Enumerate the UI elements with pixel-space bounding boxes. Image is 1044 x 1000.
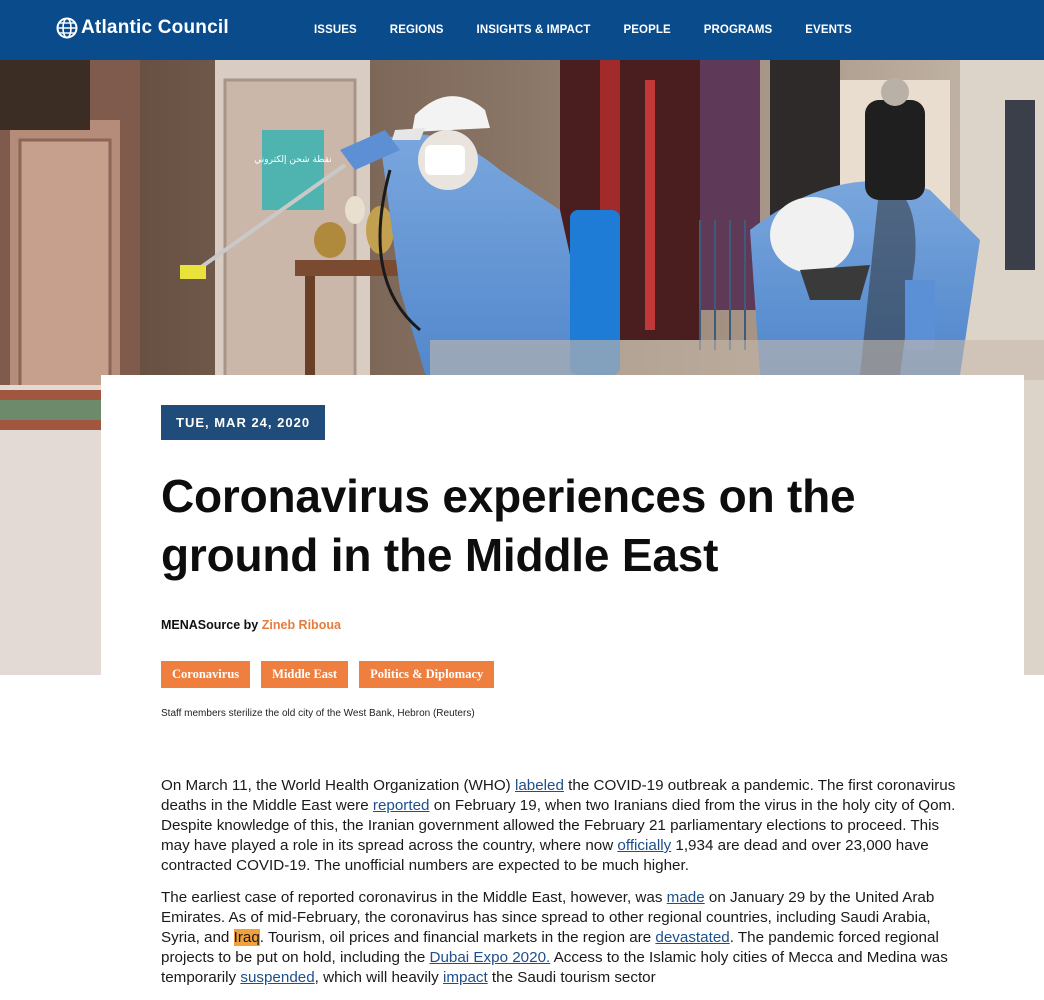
tag-coronavirus[interactable]: Coronavirus (161, 661, 250, 688)
tag-list (161, 661, 505, 688)
byline-author[interactable]: Zineb Riboua (261, 618, 341, 632)
top-navigation-bar (0, 0, 1044, 60)
article-paragraph-2 (161, 888, 966, 988)
paragraph-text: on January 29 by the United Arab Emirates. As of mid-February, the coronavirus has since spread to other regional countries, including Saudi Arabia, Syria, and (161, 889, 935, 946)
paragraph-text: . The pandemic forced regional projects to be put on hold, including the (161, 929, 939, 966)
paragraph-text: The earliest case of reported coronavirus in the Middle East, however, was (161, 889, 667, 906)
tag-politics-diplomacy[interactable]: Politics & Diplomacy (359, 661, 494, 688)
nav-item-issues[interactable]: ISSUES (314, 24, 357, 36)
nav-item-people[interactable]: PEOPLE (623, 24, 671, 36)
hero-sign-text: نقطة شحن إلكتروني (254, 155, 332, 165)
logo-text: Atlantic Council (81, 17, 229, 38)
link-devastated[interactable]: devastated (655, 929, 730, 946)
paragraph-text: , which will heavily (314, 969, 443, 986)
paragraph-text: the Saudi tourism sector (487, 969, 656, 986)
date-badge: TUE, MAR 24, 2020 (161, 405, 325, 440)
article-title: Coronavirus experiences on the ground in the Middle East (161, 470, 856, 581)
link-impact[interactable]: impact (442, 969, 488, 986)
paragraph-text: the COVID-19 outbreak a pandemic. The first coronavirus deaths in the Middle East were (161, 777, 956, 814)
paragraph-text: Access to the Islamic holy cities of Mecca and Medina was temporarily (161, 949, 948, 986)
byline-source[interactable]: MENASource (161, 618, 241, 632)
byline (161, 618, 341, 632)
site-logo[interactable] (56, 14, 229, 42)
link-officially[interactable]: officially (617, 837, 672, 854)
link-dubai-expo[interactable]: Dubai Expo 2020. (429, 949, 551, 966)
globe-icon (56, 17, 78, 39)
main-nav (314, 0, 885, 60)
paragraph-text: On March 11, the World Health Organization (WHO) (161, 777, 515, 794)
paragraph-text: 1,934 are dead and over 23,000 have contracted COVID-19. The unofficial numbers are expected to be much higher. (161, 837, 929, 874)
article-paragraph-1 (161, 776, 966, 876)
link-suspended[interactable]: suspended (240, 969, 315, 986)
paragraph-text: . Tourism, oil prices and financial markets in the region are (259, 929, 656, 946)
nav-item-regions[interactable]: REGIONS (389, 24, 444, 36)
nav-item-programs[interactable]: PROGRAMS (703, 24, 773, 36)
nav-item-events[interactable]: EVENTS (805, 24, 852, 36)
link-labeled[interactable]: labeled (514, 777, 564, 794)
article-body (161, 776, 966, 1000)
link-made[interactable]: made (666, 889, 705, 906)
nav-item-insights-impact[interactable]: INSIGHTS & IMPACT (476, 24, 591, 36)
photo-caption: Staff members sterilize the old city of the West Bank, Hebron (Reuters) (161, 708, 475, 719)
highlighted-text-iraq: Iraq (233, 929, 260, 946)
tag-middle-east[interactable]: Middle East (261, 661, 348, 688)
byline-by: by (243, 618, 259, 632)
paragraph-text: on February 19, when two Iranians died from the virus in the holy city of Qom. Despite knowledge of this, the Iranian government allowed the February 21 parliamentary elections to proceed. This may have played a role in its spread across the country, where now (161, 797, 956, 854)
link-reported[interactable]: reported (372, 797, 430, 814)
